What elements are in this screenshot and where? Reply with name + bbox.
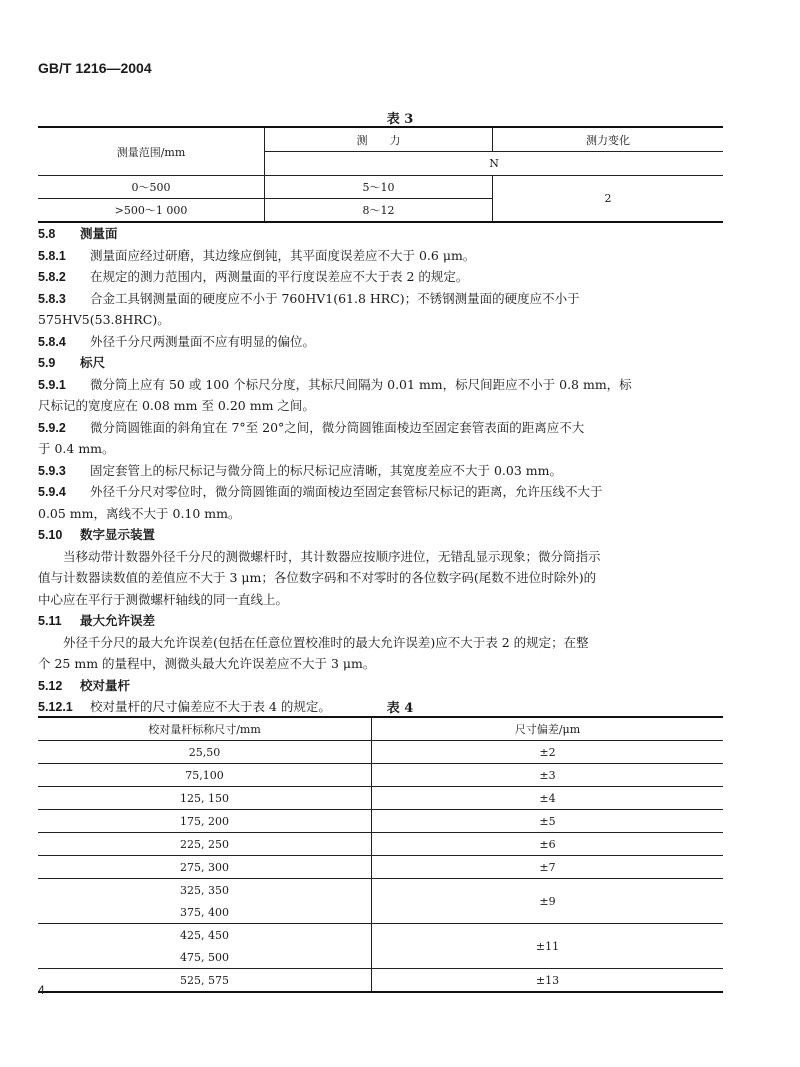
clause-text: 校对量杆的尺寸偏差应不大于表 4 的规定。	[90, 699, 331, 714]
table4-cell-deviation: ±6	[372, 833, 724, 856]
table4-cell-deviation: ±13	[372, 969, 724, 993]
clause-text: 数字显示装置	[80, 528, 156, 542]
table4-cell-size: 125, 150	[38, 787, 372, 810]
table4-title: 表 4	[386, 701, 414, 716]
paragraph-line	[38, 460, 728, 482]
section-heading	[38, 610, 728, 632]
paragraph-line	[38, 417, 728, 439]
clause-text: 尺标记的宽度应在 0.08 mm 至 0.20 mm 之间。	[38, 398, 315, 413]
paragraph-line	[38, 266, 728, 288]
clause-text: 外径千分尺的最大允许误差(包括在任意位置校准时的最大允许误差)应不大于表 2 的规定；在整	[38, 634, 589, 650]
clause-number: 5.10	[38, 528, 63, 542]
paragraph-line	[38, 632, 728, 654]
clause-number: 5.9.4	[38, 485, 66, 499]
paragraph-line	[38, 245, 728, 267]
clause-text: 0.05 mm，离线不大于 0.10 mm。	[38, 505, 241, 521]
table3-unit: N	[265, 152, 724, 176]
clause-text: 微分筒上应有 50 或 100 个标尺分度，其标尺间隔为 0.01 mm，标尺间距应不小于 0.8 mm，标	[90, 376, 632, 392]
table4-cell-size: 325, 350	[38, 879, 372, 902]
clause-text: 合金工具钢测量面的硬度应不小于 760HV1(61.8 HRC)；不锈钢测量面的硬度应不小于	[90, 290, 580, 306]
paragraph-line	[38, 374, 728, 396]
table3-header-change: 测力变化	[493, 127, 724, 152]
clause-text: 校对量杆	[80, 678, 131, 693]
clause-text: 在规定的测力范围内，两测量面的平行度误差应不大于表 2 的规定。	[90, 269, 469, 284]
table4-cell-deviation: ±5	[372, 810, 724, 833]
clause-number: 5.12.1	[38, 700, 73, 714]
clause-number: 5.8	[38, 227, 56, 241]
table4-cell-size: 375, 400	[38, 901, 372, 924]
clause-text: 个 25 mm 的量程中，测微头最大允许误差应不大于 3 μm。	[38, 656, 376, 671]
table3-cell-range: >500～1 000	[38, 199, 265, 223]
table4-cell-size: 175, 200	[38, 810, 372, 833]
table3-title: 表 3	[386, 112, 414, 127]
document-id: GB/T 1216—2004	[38, 60, 152, 76]
page-number: 4	[38, 983, 45, 997]
table4-cell-deviation: ±3	[372, 764, 724, 787]
clause-number: 5.8.3	[38, 291, 66, 306]
table-row	[38, 924, 723, 947]
table-row	[38, 969, 723, 993]
table3-cell-range: 0～500	[38, 176, 265, 199]
table4-cell-deviation: ±9	[372, 879, 724, 924]
table3-cell-force: 5～10	[265, 176, 493, 199]
paragraph-line	[38, 481, 728, 503]
paragraph-line	[38, 546, 728, 568]
paragraph-line	[38, 288, 728, 310]
table4-header-size: 校对量杆标称尺寸/mm	[38, 717, 372, 741]
clause-number: 5.9.2	[38, 420, 66, 435]
table4-cell-size: 425, 450	[38, 924, 372, 947]
table4-cell-size: 225, 250	[38, 833, 372, 856]
paragraph-line	[38, 503, 728, 525]
section-heading	[38, 675, 728, 697]
clause-number: 5.8.2	[38, 270, 66, 284]
clause-text: 最大允许误差	[80, 614, 156, 628]
table4-cell-deviation: ±4	[372, 787, 724, 810]
table4-cell-size: 475, 500	[38, 946, 372, 969]
table4-cell-size: 25,50	[38, 741, 372, 764]
clause-text: 外径千分尺两测量面不应有明显的偏位。	[90, 333, 316, 349]
section-heading	[38, 223, 728, 245]
body-text	[38, 223, 728, 718]
table3-cell-change: 2	[493, 176, 724, 223]
table-row	[38, 879, 723, 902]
clause-number: 5.9	[38, 356, 56, 370]
table3-cell-force: 8～12	[265, 199, 493, 223]
table-row	[38, 810, 723, 833]
section-heading	[38, 524, 728, 546]
clause-text: 当移动带计数器外径千分尺的测微螺杆时，其计数器应按顺序进位，无错乱显示现象；微分筒指示	[38, 548, 601, 564]
clause-number: 5.8.4	[38, 334, 66, 349]
section-heading	[38, 352, 728, 374]
table4-cell-deviation: ±2	[372, 741, 724, 764]
paragraph-line	[38, 331, 728, 353]
table3-header-force: 测 力	[265, 127, 493, 152]
clause-text: 中心应在平行于测微螺杆轴线的同一直线上。	[38, 591, 289, 607]
paragraph-line	[38, 589, 728, 611]
table4-cell-size: 75,100	[38, 764, 372, 787]
paragraph-line	[38, 567, 728, 589]
clause-number: 5.9.1	[38, 377, 66, 392]
clause-text: 测量面应经过研磨，其边缘应倒钝，其平面度误差应不大于 0.6 μm。	[90, 247, 476, 263]
table-row	[38, 787, 723, 810]
table4-cell-size: 275, 300	[38, 856, 372, 879]
table4-cell-deviation: ±7	[372, 856, 724, 879]
table3	[38, 126, 723, 223]
paragraph-line	[38, 309, 728, 331]
table-row	[38, 764, 723, 787]
clause-number: 5.12	[38, 678, 63, 693]
clause-text: 标尺	[80, 356, 106, 370]
table4-cell-deviation: ±11	[372, 924, 724, 969]
clause-text: 固定套管上的标尺标记与微分筒上的标尺标记应清晰，其宽度差应不大于 0.03 mm。	[90, 462, 562, 478]
clause-text: 微分筒圆锥面的斜角宜在 7°至 20°之间，微分筒圆锥面棱边至固定套管表面的距离应不大	[90, 419, 585, 435]
paragraph-line	[38, 653, 728, 675]
table-row	[38, 741, 723, 764]
table-row	[38, 833, 723, 856]
clause-number: 5.11	[38, 614, 62, 628]
table4-header-deviation: 尺寸偏差/μm	[372, 717, 724, 741]
table4	[38, 716, 723, 993]
clause-text: 575HV5(53.8HRC)。	[38, 312, 170, 327]
clause-text: 于 0.4 mm。	[38, 441, 115, 456]
table4-cell-size: 525, 575	[38, 969, 372, 993]
clause-number: 5.9.3	[38, 463, 66, 478]
table-row	[38, 856, 723, 879]
clause-text: 外径千分尺对零位时，微分筒圆锥面的端面棱边至固定套管标尺标记的距离，允许压线不大于	[90, 484, 603, 499]
clause-text: 测量面	[80, 227, 118, 241]
clause-text: 值与计数器读数值的差值应不大于 3 μm；各位数字码和不对零时的各位数字码(尾数不进位时除外)的	[38, 570, 597, 585]
paragraph-line	[38, 395, 728, 417]
clause-number: 5.8.1	[38, 248, 66, 263]
paragraph-line	[38, 438, 728, 460]
table3-header-range: 测量范围/mm	[38, 127, 265, 176]
